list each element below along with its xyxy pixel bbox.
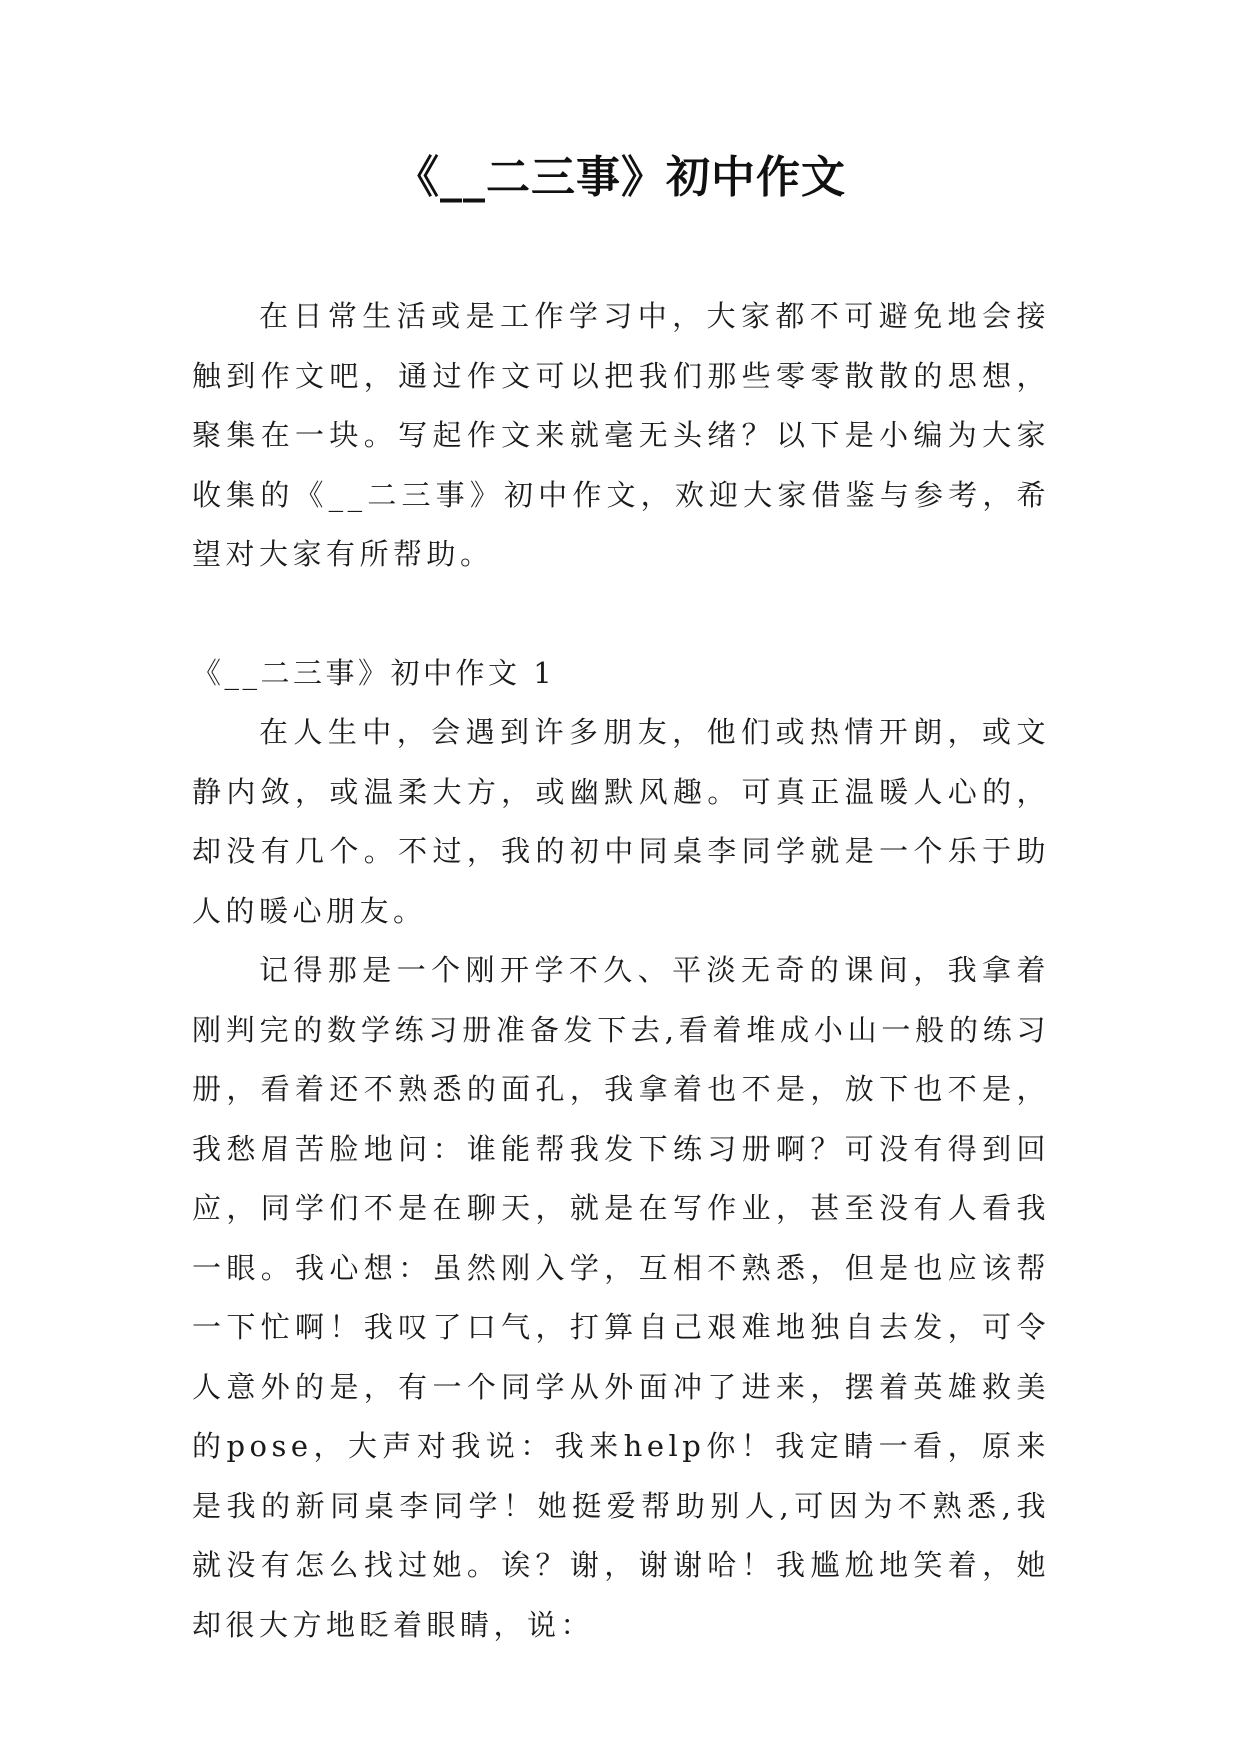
body-paragraph: 在人生中，会遇到许多朋友，他们或热情开朗，或文静内敛，或温柔大方，或幽默风趣。可真正温暖人心的，却没有几个。不过，我的初中同桌李同学就是一个乐于助人的暖心朋友。 xyxy=(192,715,1050,928)
intro-paragraph: 在日常生活或是工作学习中，大家都不可避免地会接触到作文吧，通过作文可以把我们那些零零散散的思想，聚集在一块。写起作文来就毫无头绪？以下是小编为大家收集的《__二三事》初中作文，欢迎大家借鉴与参考，希望对大家有所帮助。 xyxy=(192,299,1050,571)
section-heading: 《__二三事》初中作文 1 xyxy=(192,655,556,690)
body-paragraph: 记得那是一个刚开学不久、平淡无奇的课间，我拿着刚判完的数学练习册准备发下去,看着堆成小山一般的练习册，看着还不熟悉的面孔，我拿着也不是，放下也不是，我愁眉苦脸地问：谁能帮我发下练习册啊？可没有得到回应，同学们不是在聊天，就是在写作业，甚至没有人看我一眼。我心想：虽然刚入学，互相不熟悉，但是也应该帮一下忙啊！我叹了口气，打算自己艰难地独自去发，可令人意外的是，有一个同学从外面冲了进来，摆着英雄救美的pose，大声对我说：我来help你！我定睛一看，原来是我的新同桌李同学！她挺爱帮助别人,可因为不熟悉,我就没有怎么找过她。诶？谢，谢谢哈！我尴尬地笑着，她却很大方地眨着眼睛，说： xyxy=(192,953,1050,1642)
document-title: 《__二三事》初中作文 xyxy=(395,152,846,203)
paragraph-spacer xyxy=(192,585,1050,644)
document-body xyxy=(192,287,1050,1655)
